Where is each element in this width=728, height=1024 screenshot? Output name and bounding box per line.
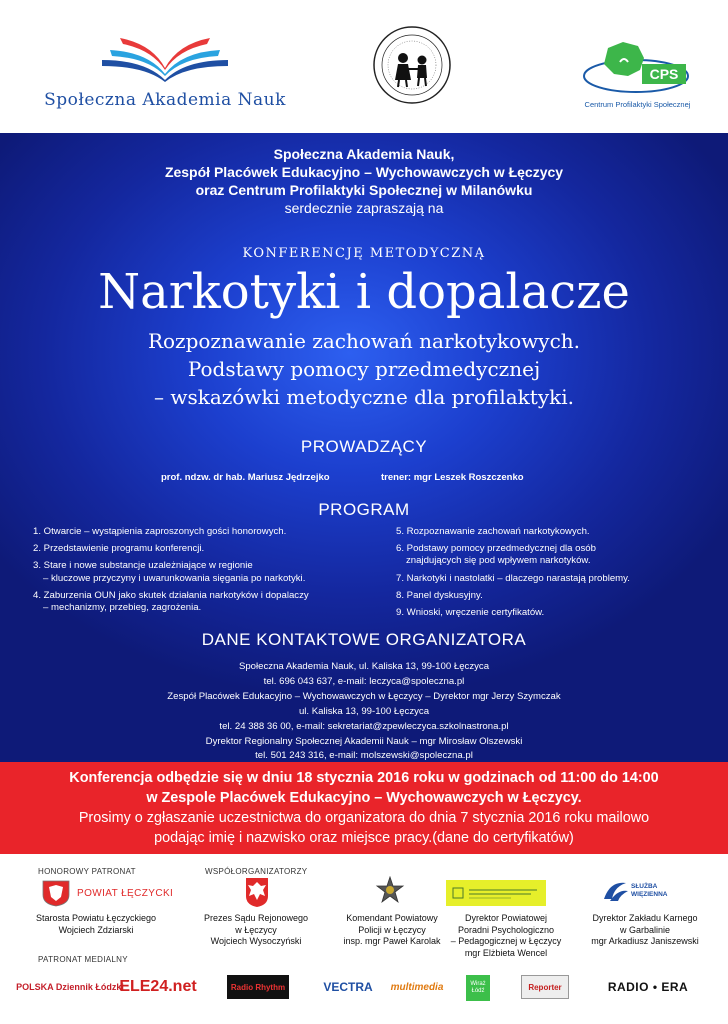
program-item-3-line-2: – kluczowe przyczyny i uwarunkowania sięgania po narkotyki. bbox=[43, 572, 306, 584]
patron-4-line-1: Dyrektor Powiatowej bbox=[464, 913, 548, 923]
subtitle-2: Podstawy pomocy przedmedycznej bbox=[187, 357, 541, 381]
ppp-logo bbox=[446, 880, 546, 906]
patron-2-line-1: Prezes Sądu Rejonowego bbox=[203, 913, 309, 923]
powiat-crest-icon bbox=[40, 879, 72, 907]
patron-1 bbox=[26, 913, 166, 936]
patron-1-line-1: Starosta Powiatu Łęczyckiego bbox=[35, 913, 157, 923]
contact-line-7: tel. 501 243 316, e-mail: molszewski@spoleczna.pl bbox=[255, 750, 473, 761]
media-vectra: VECTRA bbox=[323, 980, 373, 994]
organizer-2: Zespół Placówek Edukacyjno – Wychowawczych w Łęczycy bbox=[164, 164, 564, 180]
patron-4-line-4: mgr Elżbieta Wencel bbox=[464, 947, 548, 958]
notice-line-3: Prosimy o zgłaszanie uczestnictwa do organizatora do dnia 7 stycznia 2016 roku mailowo bbox=[78, 810, 650, 826]
media-radio-rhythm: Radio Rhythm bbox=[227, 975, 289, 999]
notice-line-1: Konferencja odbędzie się w dniu 18 stycznia 2016 roku w godzinach od 11:00 do 14:00 bbox=[69, 770, 659, 786]
san-logo bbox=[30, 30, 300, 120]
header bbox=[0, 0, 728, 133]
program-heading: PROGRAM bbox=[318, 500, 410, 519]
patron-5 bbox=[575, 913, 715, 948]
patron-5-line-1: Dyrektor Zakładu Karnego bbox=[592, 913, 698, 923]
conference-type: KONFERENCJĘ METODYCZNĄ bbox=[242, 246, 486, 261]
program-item-5: 5. Rozpoznawanie zachowań narkotykowych. bbox=[396, 526, 590, 537]
program-item-9: 9. Wnioski, wręczenie certyfikatów. bbox=[396, 607, 545, 619]
media-reporter: Reporter bbox=[521, 975, 569, 999]
program-item-6-line-2: znajdujących się pod wpływem narkotyków. bbox=[406, 555, 591, 567]
ppp-logo-icon bbox=[451, 884, 541, 902]
program-item-4-line-1: 4. Zaburzenia OUN jako skutek działania narkotyków i dopalaczy bbox=[33, 589, 309, 601]
cps-full-name: Centrum Profilaktyki Społecznej bbox=[584, 100, 691, 109]
contact-line-2: tel. 696 043 637, e-mail: leczyca@spoleczna.pl bbox=[263, 676, 465, 687]
patron-2 bbox=[186, 913, 326, 948]
presenter-1: prof. ndzw. dr hab. Mariusz Jędrzejko bbox=[161, 472, 330, 483]
notice-panel bbox=[0, 762, 728, 854]
program-item-3-line-1: 3. Stare i nowe substancje uzależniające w regionie bbox=[33, 560, 253, 572]
zpew-logo bbox=[371, 24, 453, 106]
program-item-6 bbox=[396, 543, 630, 567]
notice-line-2: w Zespole Placówek Edukacyjno – Wychowawczych w Łęczycy. bbox=[146, 790, 582, 806]
organizer-3: oraz Centrum Profilaktyki Społecznej w Milanówku bbox=[195, 182, 533, 198]
media-dziennik-lodzki: POLSKA Dziennik Łódzki bbox=[16, 981, 124, 992]
program-left-column bbox=[33, 526, 309, 619]
polish-eagle-icon bbox=[244, 876, 270, 908]
media-patronage-heading: PATRONAT MEDIALNY bbox=[38, 955, 128, 964]
cps-logo bbox=[575, 40, 700, 110]
program-item-2: 2. Przedstawienie programu konferencji. bbox=[33, 543, 205, 555]
patron-4-line-3: – Pedagogicznej w Łęczycy bbox=[450, 936, 562, 946]
contact-heading: DANE KONTAKTOWE ORGANIZATORA bbox=[201, 630, 527, 649]
patron-3-line-2: Policji w Łęczycy bbox=[358, 924, 426, 935]
patron-4 bbox=[436, 913, 576, 959]
notice-line-4: podając imię i nazwisko oraz miejsce pracy.(dane do certyfikatów) bbox=[154, 830, 574, 846]
program-item-6-line-1: 6. Podstawy pomocy przedmedycznej dla osób bbox=[396, 543, 596, 555]
blue-panel bbox=[0, 133, 728, 762]
patron-3-line-3: insp. mgr Paweł Karolak bbox=[343, 936, 441, 946]
san-name: Społeczna Akademia Nauk bbox=[44, 90, 286, 110]
contact-line-3: Zespół Placówek Edukacyjno – Wychowawczych w Łęczycy – Dyrektor mgr Jerzy Szymczak bbox=[167, 691, 561, 702]
main-title: Narkotyki i dopalacze bbox=[98, 264, 630, 320]
organizer-1: Społeczna Akademia Nauk, bbox=[273, 146, 455, 162]
program-item-8: 8. Panel dyskusyjny. bbox=[396, 589, 483, 601]
program-item-4 bbox=[33, 590, 309, 614]
powiat-logo-text: POWIAT ŁĘCZYCKI bbox=[77, 888, 174, 899]
presenters-heading: PROWADZĄCY bbox=[300, 437, 428, 456]
patron-3-line-1: Komendant Powiatowy bbox=[346, 913, 438, 923]
patron-5-line-3: mgr Arkadiusz Janiszewski bbox=[591, 936, 699, 946]
patron-4-line-2: Poradni Psychologiczno bbox=[457, 924, 555, 935]
prison-service-text: SŁUŻBA WIĘZIENNA bbox=[631, 883, 668, 898]
contact-line-1: Społeczna Akademia Nauk, ul. Kaliska 13, 99-100 Łęczyca bbox=[238, 661, 490, 672]
media-multimedia: multimedia bbox=[390, 981, 444, 993]
cps-short: CPS bbox=[649, 66, 678, 82]
program-right-column bbox=[396, 526, 630, 624]
patron-2-line-2: w Łęczycy bbox=[235, 924, 277, 935]
program-item-3 bbox=[33, 560, 309, 584]
patron-2-line-3: Wojciech Wysoczyński bbox=[210, 936, 302, 946]
program-item-1: 1. Otwarcie – wystąpienia zaproszonych gości honorowych. bbox=[33, 526, 287, 537]
program-item-4-line-2: – mechanizmy, przebieg, zagrożenia. bbox=[43, 602, 202, 614]
contact-line-5: tel. 24 388 36 00, e-mail: sekretariat@zpewleczyca.szkolnastrona.pl bbox=[219, 721, 509, 732]
children-circle-icon bbox=[371, 24, 453, 106]
patron-1-line-2: Wojciech Zdziarski bbox=[58, 924, 134, 935]
prison-service-icon bbox=[600, 879, 630, 905]
program-item-7: 7. Narkotyki i nastolatki – dlaczego narastają problemy. bbox=[396, 572, 630, 584]
police-star-icon bbox=[375, 876, 405, 906]
patron-5-line-2: w Garbalinie bbox=[619, 924, 671, 935]
media-ele24: ELE24.net bbox=[119, 978, 197, 995]
honor-patronage-heading: HONOROWY PATRONAT bbox=[38, 867, 136, 876]
contact-line-4: ul. Kaliska 13, 99-100 Łęczyca bbox=[298, 706, 430, 717]
media-wiraz: Wiraż Łódź bbox=[466, 975, 490, 1001]
presenter-2: trener: mgr Leszek Roszczenko bbox=[381, 472, 524, 483]
coorganizers-heading: WSPÓŁORGANIZATORZY bbox=[205, 867, 308, 876]
subtitle-3: – wskazówki metodyczne dla profilaktyki. bbox=[153, 385, 575, 409]
invite-text: serdecznie zapraszają na bbox=[284, 200, 444, 216]
cps-map-icon bbox=[578, 40, 698, 98]
contact-line-6: Dyrektor Regionalny Społecznej Akademii Nauk – mgr Mirosław Olszewski bbox=[205, 736, 523, 747]
subtitle-1: Rozpoznawanie zachowań narkotykowych. bbox=[147, 329, 581, 353]
media-radio-era: RADIO • ERA bbox=[607, 980, 689, 994]
open-book-icon bbox=[90, 30, 240, 86]
